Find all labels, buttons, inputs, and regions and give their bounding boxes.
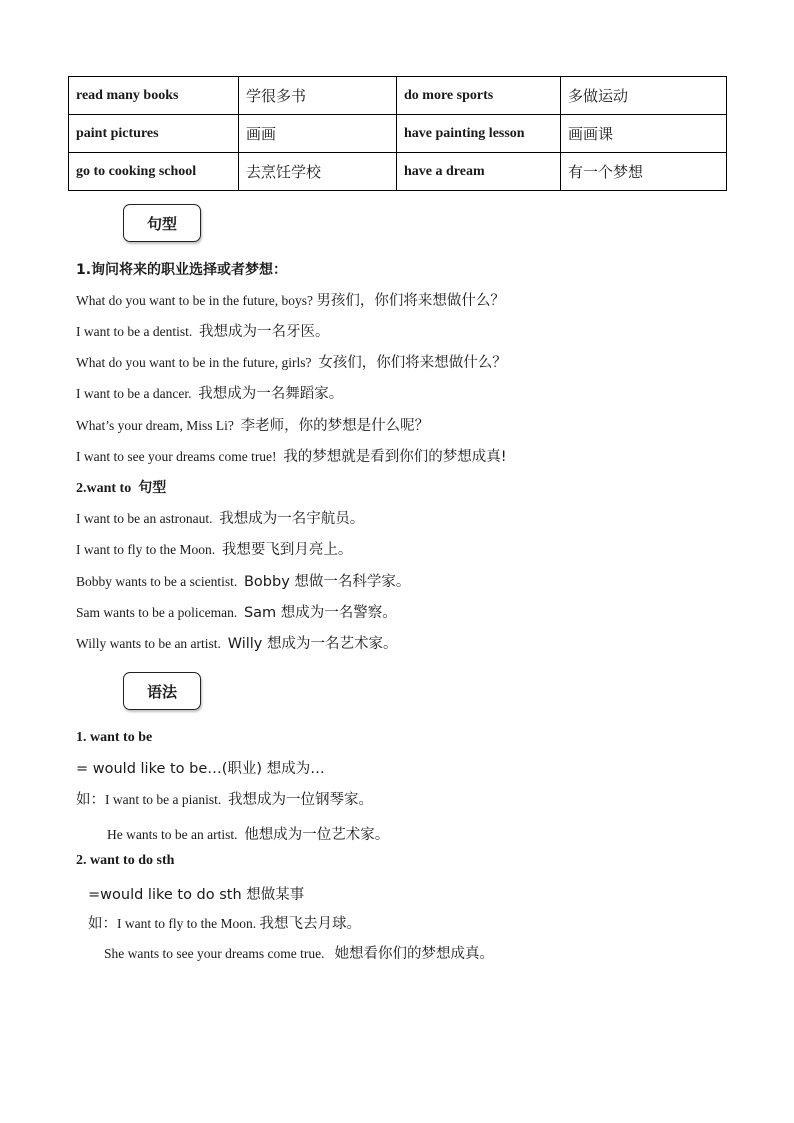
vocab-translation: 画画 bbox=[239, 115, 397, 153]
example-line: 如：I want to be a pianist. 我想成为一位钢琴家。 bbox=[76, 792, 373, 808]
grammar-equation: = would like to be…(职业) 想成为… bbox=[76, 761, 325, 777]
sentence-line: Willy wants to be an artist. Willy 想成为一名艺术家。 bbox=[76, 636, 398, 652]
vocab-translation: 去烹饪学校 bbox=[239, 153, 397, 191]
vocab-phrase: do more sports bbox=[397, 77, 561, 115]
section-heading: 2.want to 句型 bbox=[76, 480, 167, 496]
table-row bbox=[69, 115, 727, 153]
table-row bbox=[69, 77, 727, 115]
grammar-equation: =would like to do sth 想做某事 bbox=[88, 887, 305, 903]
table-row bbox=[69, 153, 727, 191]
vocab-phrase: paint pictures bbox=[69, 115, 239, 153]
example-line: 如：I want to fly to the Moon. 我想飞去月球。 bbox=[88, 916, 361, 932]
vocab-table bbox=[68, 76, 727, 191]
vocab-phrase: have a dream bbox=[397, 153, 561, 191]
vocab-translation: 有一个梦想 bbox=[561, 153, 727, 191]
grammar-heading: 1. want to be bbox=[76, 730, 153, 745]
vocab-phrase: read many books bbox=[69, 77, 239, 115]
vocab-translation: 画画课 bbox=[561, 115, 727, 153]
section-heading: 1.询问将来的职业选择或者梦想： bbox=[76, 262, 288, 278]
grammar-heading: 2. want to do sth bbox=[76, 853, 175, 868]
sentence-line: What do you want to be in the future, girls? 女孩们，你们将来想做什么？ bbox=[76, 355, 507, 371]
sentence-line: I want to be an astronaut. 我想成为一名宇航员。 bbox=[76, 511, 365, 527]
section-box-grammar: 语法 bbox=[123, 672, 201, 710]
section-box-sentence-patterns: 句型 bbox=[123, 204, 201, 242]
vocab-translation: 多做运动 bbox=[561, 77, 727, 115]
sentence-line: What do you want to be in the future, boys? 男孩们，你们将来想做什么？ bbox=[76, 293, 505, 309]
sentence-line: Sam wants to be a policeman. Sam 想成为一名警察。 bbox=[76, 605, 397, 621]
sentence-line: I want to see your dreams come true! 我的梦想就是看到你们的梦想成真! bbox=[76, 449, 507, 465]
example-line: She wants to see your dreams come true. 她想看你们的梦想成真。 bbox=[104, 946, 495, 962]
sentence-line: Bobby wants to be a scientist. Bobby 想做一名科学家。 bbox=[76, 574, 411, 590]
example-line: He wants to be an artist. 他想成为一位艺术家。 bbox=[107, 827, 390, 843]
sentence-line: I want to fly to the Moon. 我想要飞到月亮上。 bbox=[76, 542, 353, 558]
vocab-phrase: have painting lesson bbox=[397, 115, 561, 153]
sentence-line: I want to be a dancer. 我想成为一名舞蹈家。 bbox=[76, 386, 344, 402]
sentence-line: I want to be a dentist. 我想成为一名牙医。 bbox=[76, 324, 330, 340]
sentence-line: What’s your dream, Miss Li? 李老师，你的梦想是什么呢？ bbox=[76, 418, 430, 434]
vocab-phrase: go to cooking school bbox=[69, 153, 239, 191]
vocab-translation: 学很多书 bbox=[239, 77, 397, 115]
